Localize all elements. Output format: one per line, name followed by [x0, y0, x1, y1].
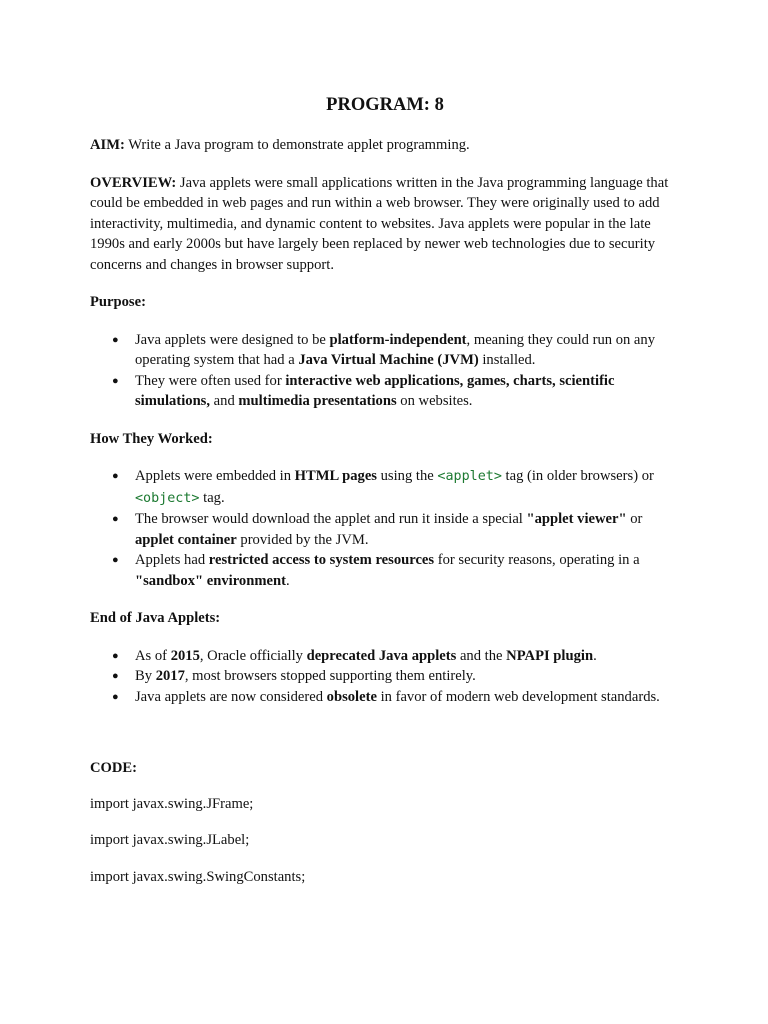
code-line: import javax.swing.JFrame; [90, 795, 254, 812]
aim-text: Write a Java program to demonstrate applet programming. [124, 137, 470, 153]
aim-paragraph [90, 135, 680, 156]
item-text: and the [456, 647, 507, 664]
aim-label: AIM: [90, 137, 125, 153]
inline-code: <applet> [437, 469, 502, 484]
item-bold: applet container [135, 531, 237, 548]
item-text: installed. [478, 352, 536, 368]
bullet-icon: ● [112, 690, 119, 703]
item-bold: "sandbox" environment [135, 572, 286, 589]
overview-label: OVERVIEW: [90, 174, 177, 191]
item-bold: obsolete [326, 688, 377, 705]
item-text: The browser would download the applet and run it inside a special [135, 511, 527, 527]
item-text: tag. [199, 489, 225, 506]
list-item [90, 466, 680, 509]
bullet-icon: ● [112, 670, 119, 682]
item-text: As of [135, 647, 171, 664]
item-bold: multimedia presentations [238, 393, 397, 409]
document-page [90, 93, 680, 903]
end-list [90, 646, 680, 708]
list-item [90, 646, 680, 667]
code-heading: CODE: [90, 760, 138, 776]
item-bold: platform-independent [329, 331, 467, 348]
item-text: tag (in older browsers) or [501, 468, 654, 484]
item-bold: deprecated Java applets [306, 647, 457, 664]
end-heading: End of Java Applets: [90, 610, 221, 626]
item-text: on websites. [396, 393, 473, 409]
item-text: , most browsers stopped supporting them entirely. [184, 668, 476, 684]
bullet-icon: ● [112, 649, 119, 662]
list-item [90, 371, 680, 412]
item-text: . [285, 572, 290, 589]
section-spacer [90, 724, 680, 758]
list-item [90, 687, 680, 708]
purpose-heading: Purpose: [90, 294, 146, 310]
item-text: Applets had [135, 552, 209, 568]
how-list [90, 466, 680, 591]
item-text: They were often used for [135, 372, 286, 389]
item-bold: NPAPI plugin [506, 647, 594, 664]
item-text: or [626, 511, 643, 527]
purpose-list [90, 330, 680, 412]
list-item [90, 666, 680, 687]
item-text: , meaning they could run on any operating system that had a [135, 331, 656, 368]
item-text: Java applets are now considered [135, 688, 327, 705]
bullet-icon: ● [112, 513, 119, 525]
item-text: in favor of modern web development standards. [376, 688, 660, 705]
overview-text: Java applets were small applications written in the Java programming language that could be embedded in web pages and run within a web browser. They were originally used to add interactivity, multimedia, and dynamic content to websites. Java applets were popular in the late 1990s and early 2000s but have largely been replaced by newer web technologies due to security concerns and changes in browser support. [90, 174, 669, 273]
item-bold: Java Virtual Machine (JVM) [298, 352, 479, 368]
item-text: for security reasons, operating in a [434, 552, 640, 568]
overview-paragraph [90, 173, 680, 276]
page-title: PROGRAM: 8 [326, 95, 444, 115]
item-bold: interactive web applications, games, charts, scientific simulations, [135, 372, 615, 409]
item-text: and [210, 393, 239, 409]
item-text: using the [376, 468, 438, 484]
list-item [90, 509, 680, 550]
code-line: import javax.swing.JLabel; [90, 832, 250, 848]
bullet-icon: ● [112, 470, 119, 482]
list-item [90, 550, 680, 591]
bullet-icon: ● [112, 374, 119, 387]
item-bold: 2015 [170, 647, 200, 664]
code-line: import javax.swing.SwingConstants; [90, 868, 306, 885]
inline-code: <object> [135, 490, 200, 506]
bullet-icon: ● [112, 554, 119, 566]
item-text: By [135, 668, 156, 684]
item-text: provided by the JVM. [236, 531, 369, 548]
bullet-icon: ● [112, 333, 119, 346]
item-bold: "applet viewer" [526, 511, 627, 527]
item-text: Applets were embedded in [135, 468, 295, 484]
item-bold: HTML pages [294, 468, 377, 484]
item-bold: restricted access to system resources [208, 552, 435, 568]
item-text: . [593, 647, 597, 664]
how-heading: How They Worked: [90, 430, 213, 447]
item-bold: 2017 [155, 668, 185, 684]
item-text: , Oracle officially [199, 647, 307, 664]
list-item [90, 330, 680, 371]
item-text: Java applets were designed to be [135, 331, 330, 348]
